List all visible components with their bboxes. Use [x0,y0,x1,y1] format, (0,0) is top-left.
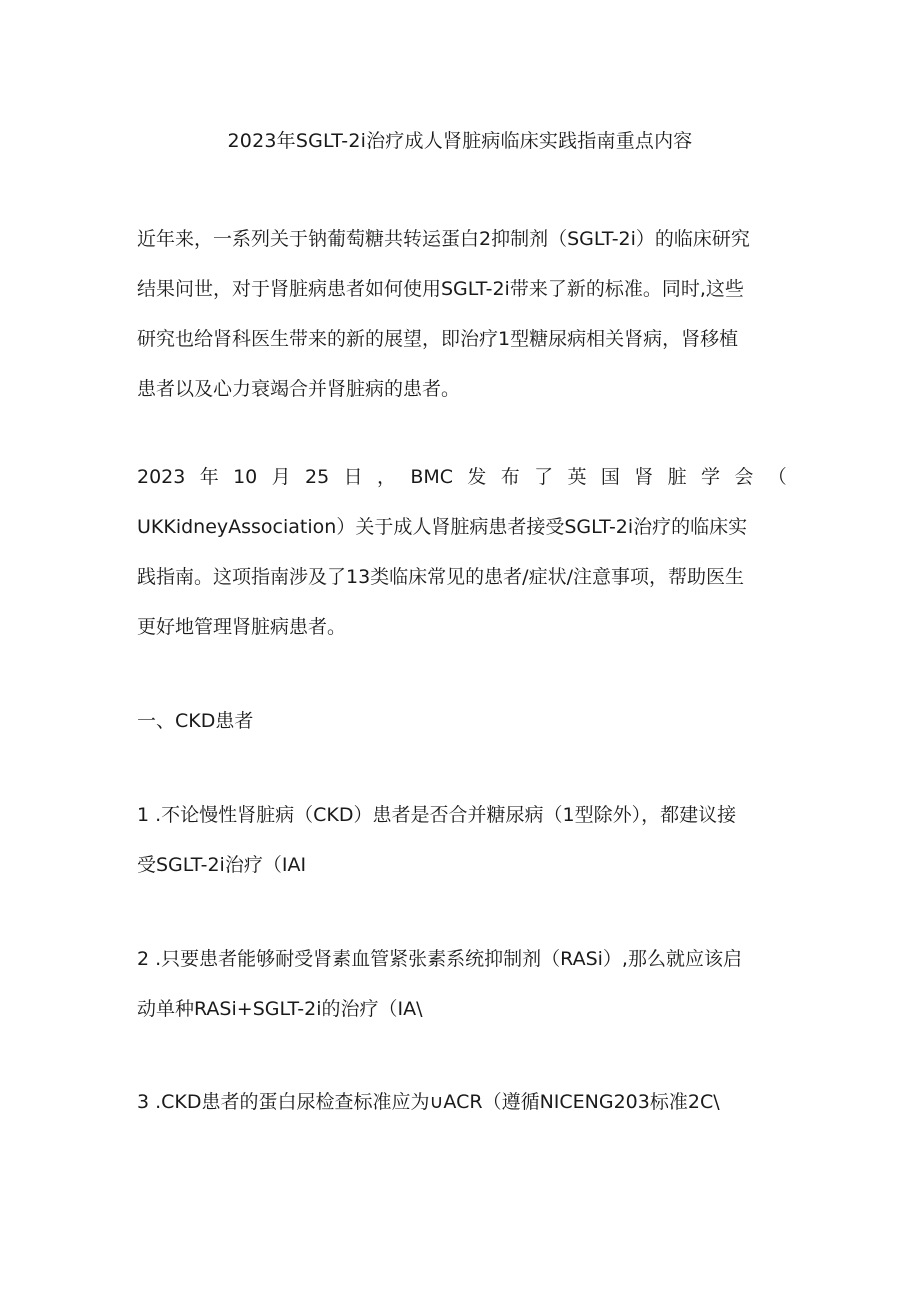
document-title: 2023年SGLT-2i治疗成人肾脏病临床实践指南重点内容 [227,130,693,152]
word-token: 年 [199,466,219,488]
intro-paragraph [137,214,787,414]
word-token: 学 [701,466,721,488]
word-token: 2023 [137,466,186,488]
word-token: 肾 [634,466,654,488]
word-token: 日 [343,466,363,488]
word-token: 了 [534,466,554,488]
paragraph-line: 患者以及心力衰竭合并肾脏病的患者。 [137,378,461,400]
word-token: BMC [410,466,454,488]
section-heading [137,696,787,746]
paragraph-line: UKKidneyAssociation）关于成人肾脏病患者接受SGLT-2i治疗的临床实 [137,516,748,538]
paragraph-line: 近年来，一系列关于钠葡萄糖共转运蛋白2抑制剂（SGLT-2i）的临床研究 [137,228,750,250]
list-item-line: 3 .CKD患者的蛋白尿检查标准应为∪ACR（遵循NICENG203标准2C\ [137,1091,720,1113]
list-item [137,1077,787,1127]
word-token: 发 [467,466,487,488]
section-heading-text: 一、CKD患者 [137,710,254,732]
word-token: ， [376,466,396,488]
word-token: 国 [600,466,620,488]
word-token: 会 [734,466,754,488]
word-token: 25 [305,466,330,488]
word-token: （ [767,466,787,488]
list-item-line: 2 .只要患者能够耐受肾素血管紧张素系统抑制剂（RASi）,那么就应该启 [137,948,742,970]
paragraph-line: 更好地管理肾脏病患者。 [137,616,347,638]
paragraph-line: 研究也给肾科医生带来的新的展望，即治疗1型糖尿病相关肾病，肾移植 [137,328,739,350]
list-item [137,934,787,1034]
release-paragraph [137,452,787,652]
justified-first-line [137,452,787,502]
list-item-line: 受SGLT-2i治疗（IAI [137,854,307,876]
word-token: 布 [500,466,520,488]
list-item [137,790,787,890]
paragraph-line: 结果问世，对于肾脏病患者如何使用SGLT-2i带来了新的标准。同时,这些 [137,278,744,300]
list-item-line: 动单种RASi+SGLT-2i的治疗（IA\ [137,998,423,1020]
list-item-line: 1 .不论慢性肾脏病（CKD）患者是否合并糖尿病（1型除外），都建议接 [137,804,737,826]
paragraph-line: 践指南。这项指南涉及了13类临床常见的患者/症状/注意事项，帮助医生 [137,566,744,588]
word-token: 英 [567,466,587,488]
word-token: 脏 [667,466,687,488]
word-token: 10 [233,466,258,488]
word-token: 月 [271,466,291,488]
